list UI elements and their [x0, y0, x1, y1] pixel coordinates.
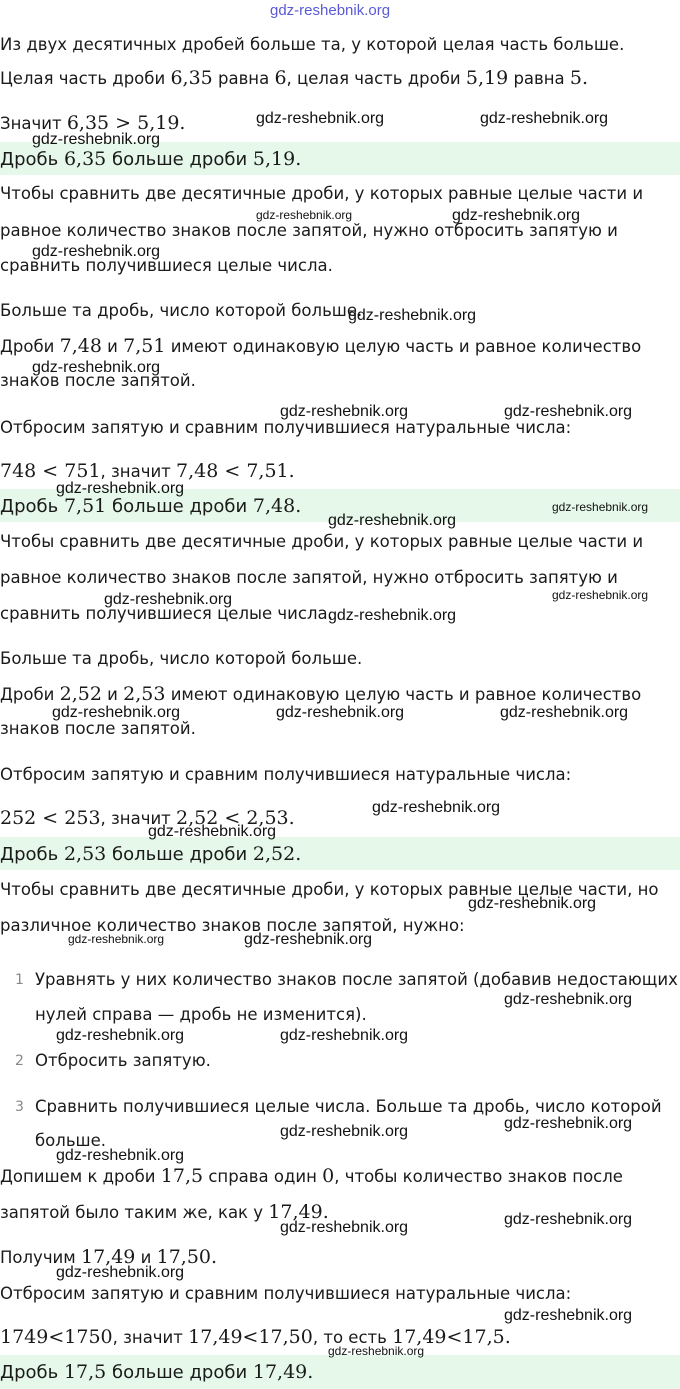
example-2-comparison: 748 < 751, значит 7,48 < 7,51. [0, 460, 295, 482]
watermark: gdz-reshebnik.org [468, 895, 597, 912]
watermark: gdz-reshebnik.org [56, 480, 185, 497]
watermark: gdz-reshebnik.org [504, 1307, 633, 1324]
watermark: gdz-reshebnik.org [276, 704, 405, 721]
paragraph-intro: Из двух десятичных дробей больше та, у которой целая часть больше. [0, 35, 625, 54]
rule-1b-line-1: Чтобы сравнить две десятичные дроби, у которых равные целые части и [0, 532, 644, 551]
watermark: gdz-reshebnik.org [328, 607, 457, 624]
watermark: gdz-reshebnik.org [552, 500, 649, 514]
paragraph-conclusion-1: Значит 6,35 > 5,19. [0, 112, 186, 134]
rule-1-line-2: равное количество знаков после запятой, нужно отбросить запятую и [0, 221, 618, 240]
watermark: gdz-reshebnik.org [280, 1219, 409, 1236]
step-2-line-1: Отбросить запятую. [35, 1051, 211, 1070]
watermark: gdz-reshebnik.org [500, 704, 629, 721]
rule-1b-line-3: сравнить получившиеся целые числа. [0, 604, 333, 623]
rule-2-line-1: Чтобы сравнить две десятичные дроби, у которых равные целые части, но [0, 880, 659, 899]
watermark: gdz-reshebnik.org [256, 110, 385, 127]
example-3-line-1: Дроби 2,52 и 2,53 имеют одинаковую целую часть и равное количество [0, 683, 642, 705]
watermark: gdz-reshebnik.org [328, 1344, 425, 1358]
rule-1b-line-2: равное количество знаков после запятой, нужно отбросить запятую и [0, 568, 618, 587]
watermark: gdz-reshebnik.org [504, 991, 633, 1008]
watermark: gdz-reshebnik.org [452, 207, 581, 224]
rule-1-line-1: Чтобы сравнить две десятичные дроби, у которых равные целые части и [0, 184, 644, 203]
watermark: gdz-reshebnik.org [56, 1264, 185, 1281]
step-3-line-2: больше. [35, 1131, 107, 1150]
watermark: gdz-reshebnik.org [32, 359, 161, 376]
example-4-line-2: запятой было таким же, как у 17,49. [0, 1201, 329, 1223]
rule-2-line-2: различное количество знаков после запятой, нужно: [0, 916, 465, 935]
example-2-line-2: знаков после запятой. [0, 371, 196, 390]
watermark: gdz-reshebnik.org [68, 932, 165, 946]
step-2-number: 2 [15, 1053, 24, 1069]
step-1-line-1: Уравнять у них количество знаков после запятой (добавив недостающих [35, 970, 678, 989]
watermark: gdz-reshebnik.org [328, 512, 457, 529]
bigger-rule-2: Больше та дробь, число которой больше. [0, 649, 363, 668]
step-1-number: 1 [15, 972, 24, 988]
watermark: gdz-reshebnik.org [104, 591, 233, 608]
watermark: gdz-reshebnik.org [552, 588, 649, 602]
example-2-line-1: Дроби 7,48 и 7,51 имеют одинаковую целую часть и равное количество [0, 335, 642, 357]
result-3: Дробь 2,53 больше дроби 2,52. [0, 843, 302, 865]
drop-comma-3: Отбросим запятую и сравним получившиеся натуральные числа: [0, 1284, 572, 1303]
watermark: gdz-reshebnik.org [480, 110, 609, 127]
watermark: gdz-reshebnik.org [280, 1027, 409, 1044]
watermark: gdz-reshebnik.org [280, 1123, 409, 1140]
drop-comma-2: Отбросим запятую и сравним получившиеся натуральные числа: [0, 765, 572, 784]
watermark: gdz-reshebnik.org [504, 1115, 633, 1132]
step-3-line-1: Сравнить получившиеся целые числа. Больше та дробь, число которой [35, 1097, 662, 1116]
watermark: gdz-reshebnik.org [56, 1027, 185, 1044]
watermark-top: gdz-reshebnik.org [270, 2, 391, 19]
watermark: gdz-reshebnik.org [504, 403, 633, 420]
step-3-number: 3 [15, 1099, 24, 1115]
example-4-line-1: Допишем к дроби 17,5 справа один 0, чтобы количество знаков после [0, 1165, 623, 1187]
watermark: gdz-reshebnik.org [256, 208, 353, 222]
watermark: gdz-reshebnik.org [244, 931, 373, 948]
watermark: gdz-reshebnik.org [56, 1147, 185, 1164]
rule-1-line-3: сравнить получившиеся целые числа. [0, 256, 333, 275]
result-4: Дробь 17,5 больше дроби 17,49. [0, 1361, 314, 1383]
paragraph-whole-parts: Целая часть дроби 6,35 равна 6, целая часть дроби 5,19 равна 5. [0, 67, 589, 89]
watermark: gdz-reshebnik.org [148, 823, 277, 840]
result-2: Дробь 7,51 больше дроби 7,48. [0, 495, 302, 517]
drop-comma-1: Отбросим запятую и сравним получившиеся натуральные числа: [0, 418, 572, 437]
result-1: Дробь 6,35 больше дроби 5,19. [0, 148, 302, 170]
watermark: gdz-reshebnik.org [52, 704, 181, 721]
example-4-got: Получим 17,49 и 17,50. [0, 1246, 218, 1268]
example-3-comparison: 252 < 253, значит 2,52 < 2,53. [0, 807, 295, 829]
watermark: gdz-reshebnik.org [32, 243, 161, 260]
watermark: gdz-reshebnik.org [280, 403, 409, 420]
step-1-line-2: нулей справа — дробь не изменится). [35, 1005, 367, 1024]
watermark: gdz-reshebnik.org [372, 799, 501, 816]
watermark: gdz-reshebnik.org [504, 1211, 633, 1228]
bigger-rule-1: Больше та дробь, число которой больше. [0, 301, 363, 320]
watermark: gdz-reshebnik.org [348, 307, 477, 324]
watermark: gdz-reshebnik.org [32, 131, 161, 148]
example-3-line-2: знаков после запятой. [0, 719, 196, 738]
example-4-comparison: 1749<1750, значит 17,49<17,50, то есть 17,49<17,5. [0, 1326, 511, 1348]
